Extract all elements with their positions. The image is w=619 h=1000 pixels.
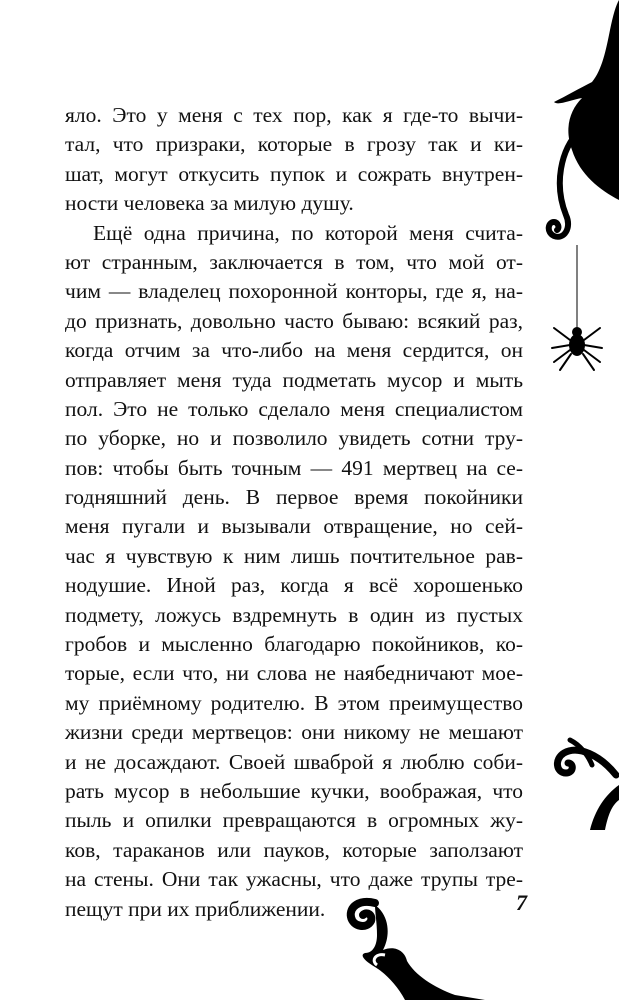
text-line: меня пугали и вызывали отвращение, но сей- xyxy=(65,514,523,539)
text-line: Ещё одна причина, по которой меня счита- xyxy=(93,220,523,245)
text-line: нодушие. Иной раз, когда я всё хорошенько xyxy=(65,573,523,598)
text-line: годняшний день. В первое время покойники xyxy=(65,485,523,510)
text-line: ков, тараканов или пауков, которые заползают xyxy=(65,837,523,862)
page-number: 7 xyxy=(516,890,527,915)
text-line: чим — владелец похоронной конторы, где я, на- xyxy=(65,279,523,304)
text-line: когда отчим за что-либо на меня сердится, он xyxy=(65,338,523,363)
text-line: и не досаждают. Своей шваброй я люблю соби- xyxy=(65,749,523,774)
text-line: тал, что призраки, которые в грозу так и ки- xyxy=(65,132,523,157)
text-line: гробов и мысленно благодарю покойников, ко- xyxy=(65,632,523,657)
text-line: отправляет меня туда подметать мусор и мыть xyxy=(65,367,523,392)
text-line: по уборке, но и позволило увидеть сотни тру- xyxy=(65,426,523,451)
text-line: подмету, ложусь вздремнуть в один из пустых xyxy=(65,602,523,627)
curly-vine-icon xyxy=(550,735,619,830)
text-line: яло. Это у меня с тех пор, как я где-то вычи- xyxy=(65,103,523,127)
text-line: пол. Это не только сделало меня специалистом xyxy=(65,396,523,421)
text-line: пов: чтобы быть точным — 491 мертвец на се- xyxy=(65,455,523,480)
book-text xyxy=(65,101,523,924)
text-line: шат, могут откусить пупок и сожрать внутрен- xyxy=(65,161,523,186)
text-line: торые, если что, ни слова не наябедничают мое- xyxy=(65,661,523,686)
paragraph xyxy=(65,101,523,219)
curly-vine-with-spider-icon xyxy=(540,0,619,380)
text-line: пыль и опилки превращаются в огромных жу- xyxy=(65,808,523,833)
text-line: му приёмному родителю. В этом преимущество xyxy=(65,690,523,715)
text-line: на стены. Они так ужасны, что даже трупы тре- xyxy=(65,867,523,892)
text-line: час я чувствую к ним лишь почтительное рав- xyxy=(65,543,523,568)
text-line: ности человека за милую душу. xyxy=(65,191,354,216)
text-line: жизни среди мертвецов: они никому не мешают xyxy=(65,720,523,745)
text-line: пещут при их приближении. xyxy=(65,896,326,921)
text-line: ют странным, заключается в том, что мой от- xyxy=(65,249,523,274)
text-line: рать мусор в небольшие кучки, воображая, что xyxy=(65,778,523,803)
paragraph xyxy=(65,219,523,924)
text-line: до признать, довольно часто бываю: всякий раз, xyxy=(65,308,523,333)
